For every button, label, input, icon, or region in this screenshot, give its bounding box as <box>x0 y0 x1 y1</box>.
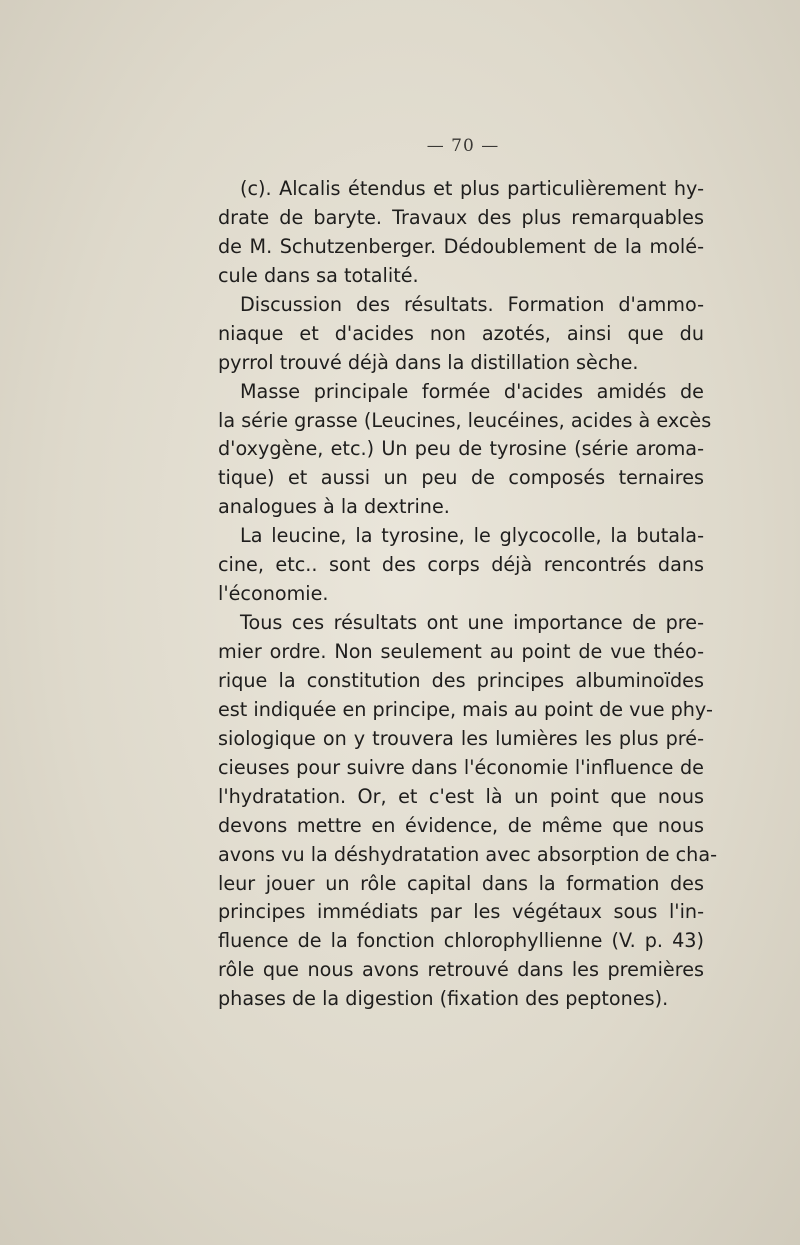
text-line: analogues à la dextrine. <box>218 495 450 519</box>
page-number: — 70 — <box>426 136 500 156</box>
text-block <box>218 175 718 1014</box>
text-line: devons mettre en évidence, de même que nous <box>218 813 704 837</box>
text-line: l'hydratation. Or, et c'est là un point que nous <box>218 784 704 808</box>
text-line: fluence de la fonction chlorophyllienne (V. p. 43) <box>218 929 704 953</box>
text-line: rique la constitution des principes albuminoïdes <box>218 668 704 692</box>
paragraph-discussion <box>218 291 704 378</box>
text-line: la série grasse (Leucines, leucéines, acides à excès <box>218 408 712 432</box>
text-line: de M. Schutzenberger. Dédoublement de la molé- <box>218 234 704 258</box>
paragraph-leucine <box>218 522 704 609</box>
paragraph-alcalis <box>218 175 704 291</box>
text-line: siologique on y trouvera les lumières les plus pré- <box>218 726 704 750</box>
text-line: leur jouer un rôle capital dans la formation des <box>218 871 704 895</box>
text-line: Discussion des résultats. Formation d'ammo- <box>240 292 704 316</box>
text-line: phases de la digestion (fixation des peptones). <box>218 987 669 1011</box>
text-line: tique) et aussi un peu de composés ternaires <box>218 466 704 490</box>
text-line: cule dans sa totalité. <box>218 263 419 287</box>
text-line: niaque et d'acides non azotés, ainsi que du <box>218 321 704 345</box>
text-line: cieuses pour suivre dans l'économie l'influence de <box>218 755 704 779</box>
text-line: est indiquée en principe, mais au point de vue phy- <box>218 697 713 721</box>
text-line: avons vu la déshydratation avec absorption de cha- <box>218 842 718 866</box>
paragraph-masse <box>218 378 712 523</box>
paragraph-resultats <box>218 609 718 1014</box>
text-line: Tous ces résultats ont une importance de pre- <box>240 611 704 635</box>
text-line: cine, etc.. sont des corps déjà rencontrés dans <box>218 553 704 577</box>
text-line: (c). Alcalis étendus et plus particulièrement hy- <box>240 177 704 200</box>
text-line: principes immédiats par les végétaux sous l'in- <box>218 900 704 924</box>
text-line: rôle que nous avons retrouvé dans les premières <box>218 958 704 982</box>
text-line: pyrrol trouvé déjà dans la distillation sèche. <box>218 350 639 374</box>
text-line: Masse principale formée d'acides amidés de <box>240 379 704 403</box>
text-line: drate de baryte. Travaux des plus remarquables <box>218 205 704 229</box>
text-line: mier ordre. Non seulement au point de vue théo- <box>218 640 704 663</box>
text-line: l'économie. <box>218 582 329 606</box>
text-line: La leucine, la tyrosine, le glycocolle, la butala- <box>240 524 704 548</box>
text-line: d'oxygène, etc.) Un peu de tyrosine (série aroma- <box>218 437 704 461</box>
